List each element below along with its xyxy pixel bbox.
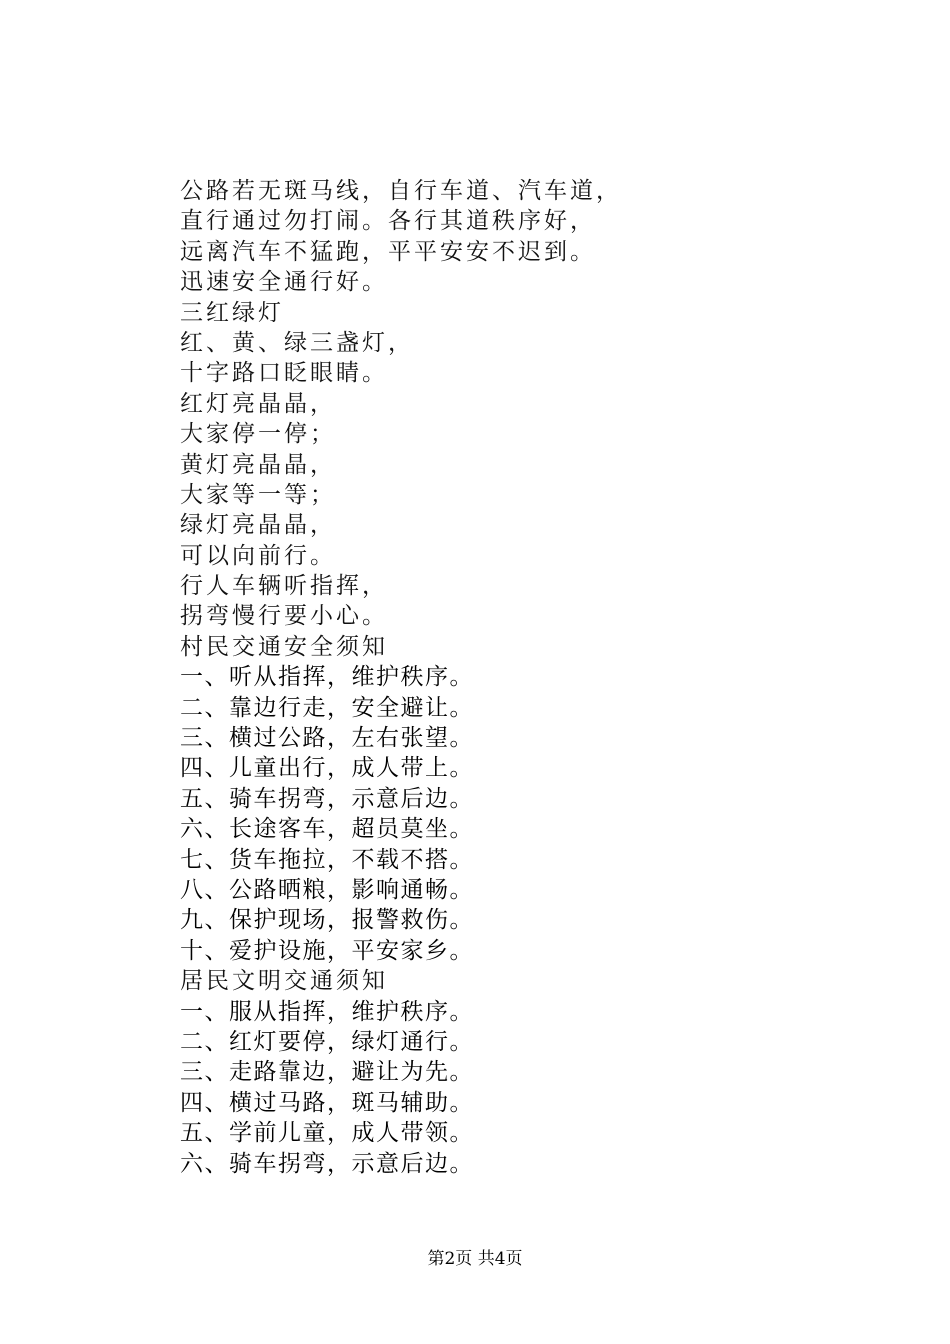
text-line: 一、服从指挥，维护秩序。 xyxy=(180,998,474,1025)
text-line: 三红绿灯 xyxy=(180,299,284,326)
text-line: 十字路口眨眼睛。 xyxy=(180,360,388,387)
text-line: 五、骑车拐弯，示意后边。 xyxy=(180,785,474,812)
text-line: 绿灯亮晶晶， xyxy=(180,512,336,539)
text-line: 黄灯亮晶晶， xyxy=(180,451,336,478)
text-line: 迅速安全通行好。 xyxy=(180,269,388,296)
text-line: 二、红灯要停，绿灯通行。 xyxy=(180,1028,474,1055)
text-line: 公路若无斑马线，自行车道、汽车道， xyxy=(180,178,622,204)
text-line: 可以向前行。 xyxy=(180,542,336,569)
text-line: 六、长途客车，超员莫坐。 xyxy=(180,816,474,843)
text-line: 四、儿童出行，成人带上。 xyxy=(180,755,474,782)
text-line: 四、横过马路，斑马辅助。 xyxy=(180,1089,474,1116)
text-line: 五、学前儿童，成人带领。 xyxy=(180,1120,474,1147)
text-line: 行人车辆听指挥， xyxy=(180,573,388,600)
text-line: 远离汽车不猛跑，平平安安不迟到。 xyxy=(180,238,596,265)
text-line: 十、爱护设施，平安家乡。 xyxy=(180,937,474,964)
text-line: 居民文明交通须知 xyxy=(180,968,388,995)
text-line: 八、公路晒粮，影响通畅。 xyxy=(180,876,474,903)
text-line: 九、保护现场，报警救伤。 xyxy=(180,907,474,934)
text-line: 红灯亮晶晶， xyxy=(180,390,336,417)
text-line: 七、货车拖拉，不载不搭。 xyxy=(180,846,474,873)
text-line: 三、走路靠边，避让为先。 xyxy=(180,1059,474,1086)
text-line: 村民交通安全须知 xyxy=(180,633,388,660)
page-footer xyxy=(0,1244,950,1269)
text-line: 大家等一等； xyxy=(180,481,336,508)
page-number-label: 第2页 共4页 xyxy=(427,1249,523,1269)
text-line: 二、靠边行走，安全避让。 xyxy=(180,694,474,721)
document-body xyxy=(180,176,880,1179)
text-line: 红、黄、绿三盏灯， xyxy=(180,329,414,356)
text-line: 大家停一停； xyxy=(180,421,336,448)
text-line: 三、横过公路，左右张望。 xyxy=(180,725,474,752)
text-line: 一、听从指挥，维护秩序。 xyxy=(180,664,474,691)
text-line: 拐弯慢行要小心。 xyxy=(180,603,388,630)
text-line: 直行通过勿打闹。各行其道秩序好， xyxy=(180,208,596,235)
text-line: 六、骑车拐弯，示意后边。 xyxy=(180,1150,474,1177)
